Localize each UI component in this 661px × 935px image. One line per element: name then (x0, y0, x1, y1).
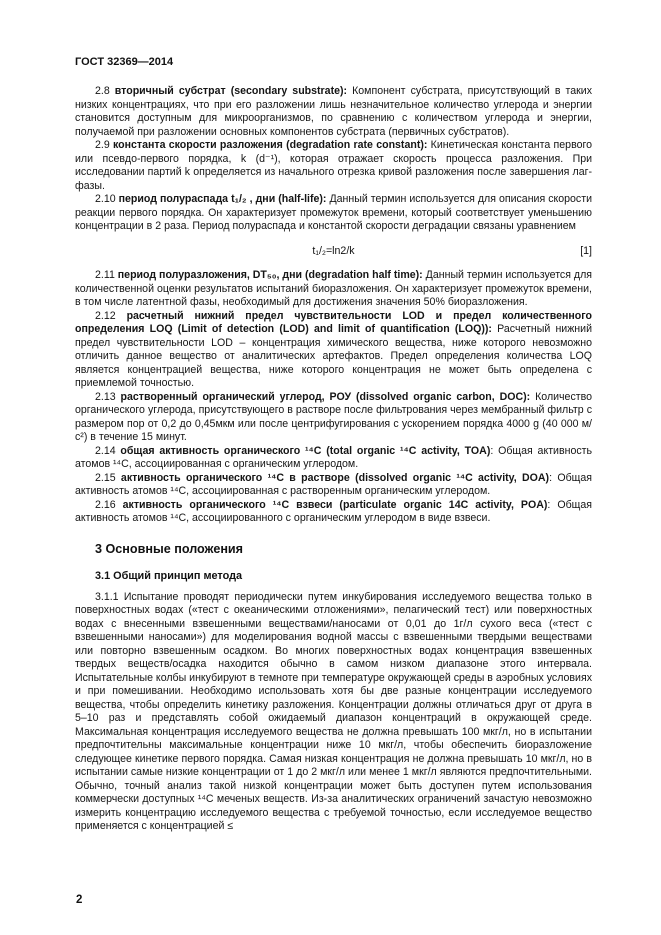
body-text: : Общая активность атомов ¹⁴C, ассоциированная с органическим углеродом. (75, 444, 592, 470)
term-bold-text: константа скорости разложения (degradation rate constant): (113, 139, 431, 151)
body-text: Данный термин используется для количественной оценки результатов испытаний биоразложения. Он характеризует промежуток времени, в том числе латентной фазы, необходимый для достижения значения 50% биоразложения. (75, 269, 593, 308)
term-bold-text: вторичный субстрат (secondary substrate): (114, 85, 353, 97)
body-text: : Общая активность атомов ¹⁴C, ассоциированного с органическим углеродом в виде взвеси. (75, 498, 592, 524)
paragraph (75, 391, 592, 445)
body-text: 2.8 (95, 85, 115, 97)
body-text: 2.11 (95, 269, 118, 281)
document-body (75, 85, 592, 834)
subsection-heading: 3.1 Общий принцип метода (95, 569, 243, 582)
term-bold-text: растворенный органический углерод, РОУ (dissolved organic carbon, DOC): (120, 390, 536, 403)
paragraph (75, 445, 592, 472)
paragraph (75, 591, 592, 834)
term-bold-text: активность органического ¹⁴C взвеси (particulate organic 14C activity, POA) (122, 498, 548, 511)
page-number: 2 (76, 894, 83, 906)
paragraph (75, 269, 592, 310)
term-bold-text: активность органического ¹⁴C в растворе (dissolved organic ¹⁴C activity, DOA) (120, 471, 550, 484)
term-bold-text: расчетный нижний предел чувствительности LOD и предел количественного определения LOQ (Limit of detection (LOD) and limit of quantification (LOQ)): (75, 309, 592, 335)
body-text: 2.12 (95, 309, 127, 322)
paragraph (75, 310, 592, 391)
term-bold-text: общая активность органического ¹⁴C (total organic ¹⁴C activity, TOA) (120, 444, 491, 457)
equation-formula: t₁/₂=ln2/k (312, 244, 355, 257)
term-bold-text: период полураспада t₁/₂ , дни (half-life): (118, 193, 330, 205)
body-text: 2.10 (95, 193, 119, 205)
body-text: Компонент субстрата, присутствующий в таких низких концентрациях, что при его разложении лишь незначительное количество углерода и энергии становится доступным для микроорганизмов, по сравнению с количеством углерода и энергии, получаемой при разложении основных компонентов субстрата (первичных субстратов). (75, 85, 593, 138)
body-text: Кинетическая константа первого или псевдо-первого порядка, k (d⁻¹), которая отражает скорость процесса разложения. При исследовании партий k определяется из начального отрезка кривой разложения после завершения лаг-фазы. (75, 139, 592, 192)
paragraph (75, 85, 592, 139)
paragraph (75, 193, 592, 234)
equation-number: [1] (580, 244, 592, 257)
body-text: 2.9 (95, 139, 113, 151)
document-header: ГОСТ 32369—2014 (75, 56, 174, 68)
body-text: 3.1.1 Испытание проводят периодически путем инкубирования исследуемого вещества только в поверхностных водах («тест с океаническими отложениями», пелагический тест) или поверхностных водах с внесенными взвешенными веществами/наносами от 0,01 до 1г/л сухого веса («тест с взвешенными наносами») для моделирования водной массы с взвешенными твердыми веществами или повторно взвешенным осадком. Во многих поверхностных водах концентрация взвешенных твердых веществ/осадка находится обычно в самом низком диапазоне этого интервала. Испытательные колбы инкубируют в темноте при температуре окружающей среды в аэробных условиях и при помешивании. Необходимо использовать хотя бы две разные концентрации исследуемого вещества, чтобы определить кинетику разложения. Концентрации должны отличаться друг от друга в 5–10 раз и представлять собой ожидаемый диапазон концентраций в окружающей среде. Максимальная концентрация исследуемого вещества не должна превышать 100 мкг/л, но в испытании предпочтительны максимальные концентрации ниже 10 мкг/л, чтобы обеспечить биоразложение следующее кинетике первого порядка. Самая низкая концентрация не должна превышать 10 мкг/л, но в испытании самые низкие концентрации от 1 до 2 мкг/л или менее 1 мкг/л являются предпочтительными. Обычно, точный анализ такой низкой концентрации может быть доступен путем использования коммерчески доступных ¹⁴C меченых веществ. Из-за аналитических ограничений зачастую невозможно измерить концентрацию исследуемого вещества с требуемой точностью, если исследуемое вещество применяется с концентрацией ≤ (75, 590, 592, 832)
document-content (75, 56, 592, 834)
body-text: 2.15 (95, 471, 121, 484)
paragraph (75, 472, 592, 499)
body-text: : Общая активность атомов ¹⁴C, ассоциированная с растворенным органическим углеродом. (75, 471, 592, 497)
body-text: 2.14 (95, 444, 121, 457)
body-text: 2.16 (95, 498, 123, 511)
term-bold-text: период полуразложения, DT₅₀, дни (degradation half time): (117, 269, 426, 281)
paragraph (75, 499, 592, 526)
body-text: Данный термин используется для описания скорости реакции первого порядка. Он характеризует промежуток времени, который соответствует уменьшению концентрации в 2 раза. Период полураспада и константой скорости деградации связаны уравнением (75, 193, 593, 232)
body-text: 2.13 (95, 390, 121, 403)
paragraph (75, 139, 592, 193)
section-heading: 3 Основные положения (95, 541, 244, 556)
body-text: Количество органического углерода, присутствующего в растворе после фильтрования через мембранный фильтр с размером пор от 0,2 до 0,45мкм или после центрифугирования с ускорением порядка 4000 g (40 000 м/с²) в течение 15 минут. (75, 390, 592, 443)
body-text: Расчетный нижний предел чувствительности LOD – концентрация химического вещества, ниже которого невозможно отличить данное вещество от аналитических артефактов. Предел определения количества LOQ является концентрацией вещества, ниже которого концентрация не может быть определена с приемлемой точностью. (75, 323, 592, 389)
equation (75, 245, 592, 259)
